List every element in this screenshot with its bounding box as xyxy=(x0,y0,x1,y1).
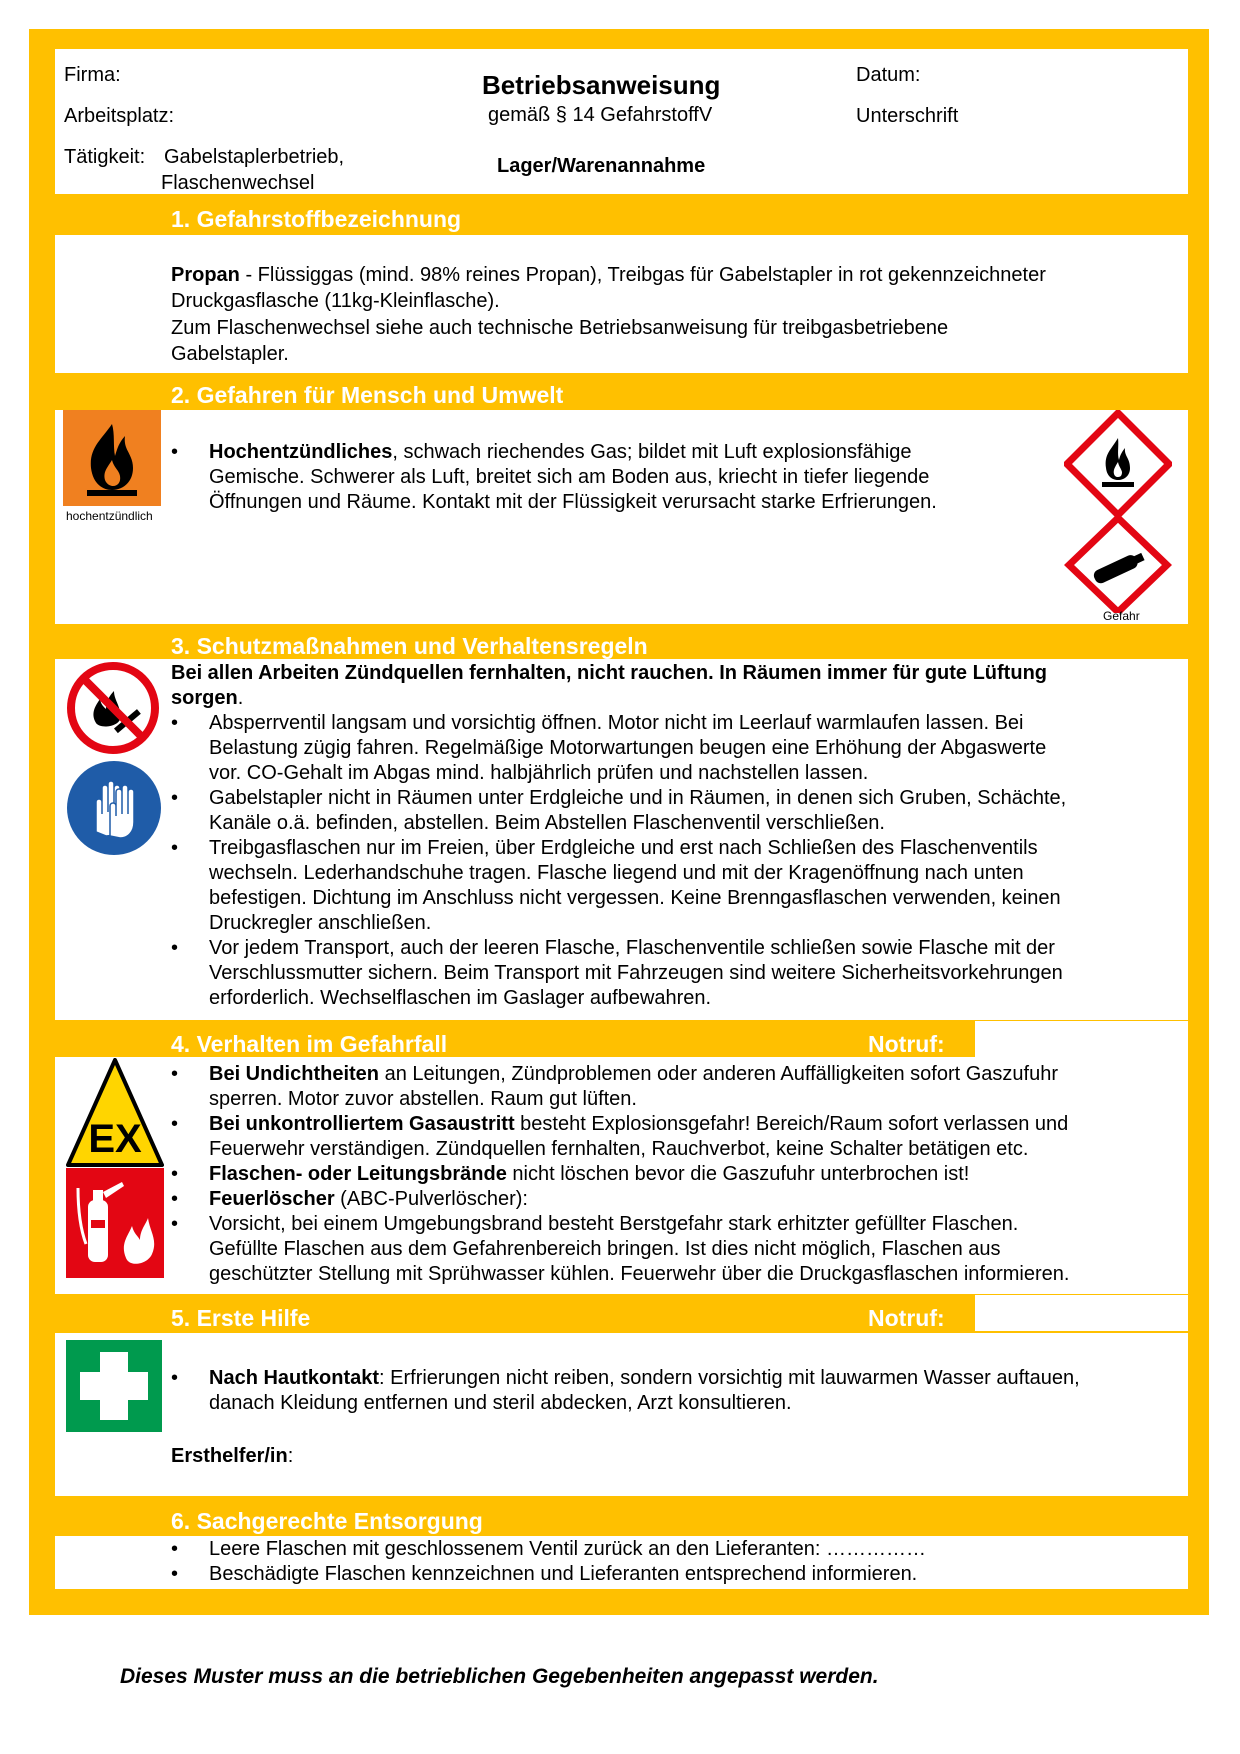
section2-heading: 2. Gefahren für Mensch und Umwelt xyxy=(171,382,564,408)
flame-hazard-icon xyxy=(63,410,161,506)
section5-heading: 5. Erste Hilfe xyxy=(171,1305,311,1331)
list-text: nicht löschen bevor die Gaszufuhr unterbrochen ist! xyxy=(506,1163,970,1185)
section4-notruf-field[interactable] xyxy=(975,1021,1188,1057)
page-subtitle: gemäß § 14 GefahrstoffV xyxy=(488,104,713,126)
product-desc: - Flüssiggas (mind. 98% reines Propan), Treibgas für Gabelstapler in rot gekennzeichneter xyxy=(239,264,1046,286)
list-item xyxy=(171,1366,1080,1416)
list-item xyxy=(171,936,1066,1011)
list-item xyxy=(171,440,937,515)
section3-list xyxy=(171,711,1066,1011)
title-text: Betriebsanweisung xyxy=(482,70,721,100)
list-line: geschützter Stellung mit Sprühwasser kühlen. Feuerwehr über die Druckgasflaschen informieren. xyxy=(209,1263,1070,1285)
explosion-warning-icon xyxy=(66,1058,164,1278)
list-text: : Erfrierungen nicht reiben, sondern vorsichtig mit lauwarmen Wasser auftauen, xyxy=(379,1367,1080,1389)
ersthelfer-bold: Ersthelfer/in xyxy=(171,1445,288,1467)
list-item xyxy=(171,1537,926,1562)
list-line: danach Kleidung entfernen und steril abdecken, Arzt konsultieren. xyxy=(209,1392,792,1414)
list-bold: Nach Hautkontakt xyxy=(209,1367,380,1389)
ghs-flame-icon xyxy=(1064,410,1172,518)
list-line: Treibgasflaschen nur im Freien, über Erdgleiche und erst nach Schließen des Flaschenventils xyxy=(209,837,1038,859)
list-line: Leere Flaschen mit geschlossenem Ventil zurück an den Lieferanten: …………… xyxy=(209,1538,927,1560)
section1-heading: 1. Gefahrstoffbezeichnung xyxy=(171,206,462,232)
section4-notruf-label: Notruf: xyxy=(868,1031,945,1057)
section5-notruf-field[interactable] xyxy=(975,1295,1188,1331)
location-label: Lager/Warenannahme xyxy=(497,155,706,177)
ex-label: EX xyxy=(88,1117,142,1161)
list-item xyxy=(171,711,1066,786)
section4-heading: 4. Verhalten im Gefahrfall xyxy=(171,1031,448,1057)
list-item xyxy=(171,1062,1069,1112)
section5-list xyxy=(171,1366,1080,1416)
ghs-caption: Gefahr xyxy=(1103,609,1140,623)
section3-intro: Bei allen Arbeiten Zündquellen fernhalten, nicht rauchen. In Räumen immer für gute Lüftung xyxy=(171,662,1047,684)
hazard-line3: Öffnungen und Räume. Kontakt mit der Flüssigkeit verursacht starke Erfrierungen. xyxy=(209,491,937,513)
list-line: Kanäle o.ä. befinden, abstellen. Beim Abstellen Flaschenventil verschließen. xyxy=(209,812,885,834)
list-line: vor. CO-Gehalt im Abgas mind. halbjährlich prüfen und nachstellen lassen. xyxy=(209,762,869,784)
section3-heading: 3. Schutzmaßnahmen und Verhaltensregeln xyxy=(171,633,648,659)
list-line: befestigen. Dichtung im Anschluss nicht vergessen. Keine Brenngasflaschen verwenden, keinen xyxy=(209,887,1061,909)
note-line2: Gabelstapler. xyxy=(171,343,289,365)
list-bold: Bei Undichtheiten xyxy=(209,1063,380,1085)
ersthelfer-colon: : xyxy=(287,1445,294,1467)
firma-label: Firma: xyxy=(64,64,121,86)
list-line: Feuerwehr verständigen. Zündquellen fernhalten, Rauchverbot, keine Schalter betätigen etc. xyxy=(209,1138,1029,1160)
wear-gloves-icon xyxy=(66,760,162,856)
first-aid-icon xyxy=(66,1340,162,1432)
product-line1 xyxy=(171,263,1046,288)
list-line: wechseln. Lederhandschuhe tragen. Flasche liegend und mit der Kragenöffnung nach unten xyxy=(209,862,1024,884)
list-item xyxy=(171,1162,1069,1187)
ghs-gas-cylinder-icon xyxy=(1064,515,1172,613)
footer-note: Dieses Muster muss an die betrieblichen Gegebenheiten angepasst werden. xyxy=(120,1665,879,1688)
list-text: an Leitungen, Zündproblemen oder anderen Auffälligkeiten sofort Gaszufuhr xyxy=(379,1063,1058,1085)
product-name: Propan xyxy=(171,264,240,286)
no-open-flame-icon xyxy=(66,661,160,755)
section2-list xyxy=(171,440,937,515)
intro-bold-end: sorgen xyxy=(171,687,238,709)
list-item xyxy=(171,786,1066,836)
list-item xyxy=(171,1212,1069,1287)
section3-intro-end xyxy=(171,686,243,711)
section5-notruf-label: Notruf: xyxy=(868,1305,945,1331)
section6-heading: 6. Sachgerechte Entsorgung xyxy=(171,1508,483,1534)
intro-dot: . xyxy=(237,687,244,709)
list-text: (ABC-Pulverlöscher): xyxy=(334,1188,528,1210)
hazard-line2: Gemische. Schwerer als Luft, breitet sich am Boden aus, kriecht in tiefer liegende xyxy=(209,466,930,488)
list-line: Druckregler anschließen. xyxy=(209,912,432,934)
unterschrift-label: Unterschrift xyxy=(856,105,959,127)
hazard-bold: Hochentzündliches xyxy=(209,441,393,463)
flame-icon-caption: hochentzündlich xyxy=(66,509,153,523)
taetigkeit-line2: Flaschenwechsel xyxy=(161,172,315,194)
list-bold: Flaschen- oder Leitungsbrände xyxy=(209,1163,507,1185)
taetigkeit-line1: Gabelstaplerbetrieb, xyxy=(164,146,345,168)
list-line: sperren. Motor zuvor abstellen. Raum gut lüften. xyxy=(209,1088,637,1110)
list-line: Verschlussmutter sichern. Beim Transport mit Fahrzeugen sind weitere Sicherheitsvorkehrungen xyxy=(209,962,1063,984)
list-line: Beschädigte Flaschen kennzeichnen und Lieferanten entsprechend informieren. xyxy=(209,1563,918,1585)
list-line: Gabelstapler nicht in Räumen unter Erdgleiche und in Räumen, in denen sich Gruben, Schächte, xyxy=(209,787,1067,809)
note-line1: Zum Flaschenwechsel siehe auch technische Betriebsanweisung für treibgasbetriebene xyxy=(171,317,949,339)
list-line: Belastung zügig fahren. Regelmäßige Motorwartungen beugen eine Erhöhung der Abgaswerte xyxy=(209,737,1047,759)
ersthelfer-label xyxy=(171,1444,293,1469)
section4-list xyxy=(171,1062,1069,1287)
list-line: Absperrventil langsam und vorsichtig öffnen. Motor nicht im Leerlauf warmlaufen lassen. Bei xyxy=(209,712,1024,734)
list-line: Gefüllte Flaschen aus dem Gefahrenbereich bringen. Ist dies nicht möglich, Flaschen aus xyxy=(209,1238,1001,1260)
list-item xyxy=(171,1562,926,1587)
list-line: Vorsicht, bei einem Umgebungsbrand besteht Berstgefahr stark erhitzter gefüllter Flaschen. xyxy=(209,1213,1019,1235)
list-item xyxy=(171,1187,1069,1212)
list-item xyxy=(171,1112,1069,1162)
list-line: erforderlich. Wechselflaschen im Gaslager aufbewahren. xyxy=(209,987,712,1009)
list-line: Vor jedem Transport, auch der leeren Flasche, Flaschenventile schließen sowie Flasche mit der xyxy=(209,937,1055,959)
list-bold: Feuerlöscher xyxy=(209,1188,335,1210)
arbeitsplatz-label: Arbeitsplatz: xyxy=(64,105,175,127)
list-text: besteht Explosionsgefahr! Bereich/Raum sofort verlassen und xyxy=(514,1113,1069,1135)
datum-label: Datum: xyxy=(856,64,921,86)
list-bold: Bei unkontrolliertem Gasaustritt xyxy=(209,1113,515,1135)
list-item xyxy=(171,836,1066,936)
product-line2: Druckgasflasche (11kg-Kleinflasche). xyxy=(171,290,500,312)
hazard-text: , schwach riechendes Gas; bildet mit Luft explosionsfähige xyxy=(392,441,912,463)
section6-list xyxy=(171,1537,926,1587)
taetigkeit-label: Tätigkeit: xyxy=(64,146,146,168)
